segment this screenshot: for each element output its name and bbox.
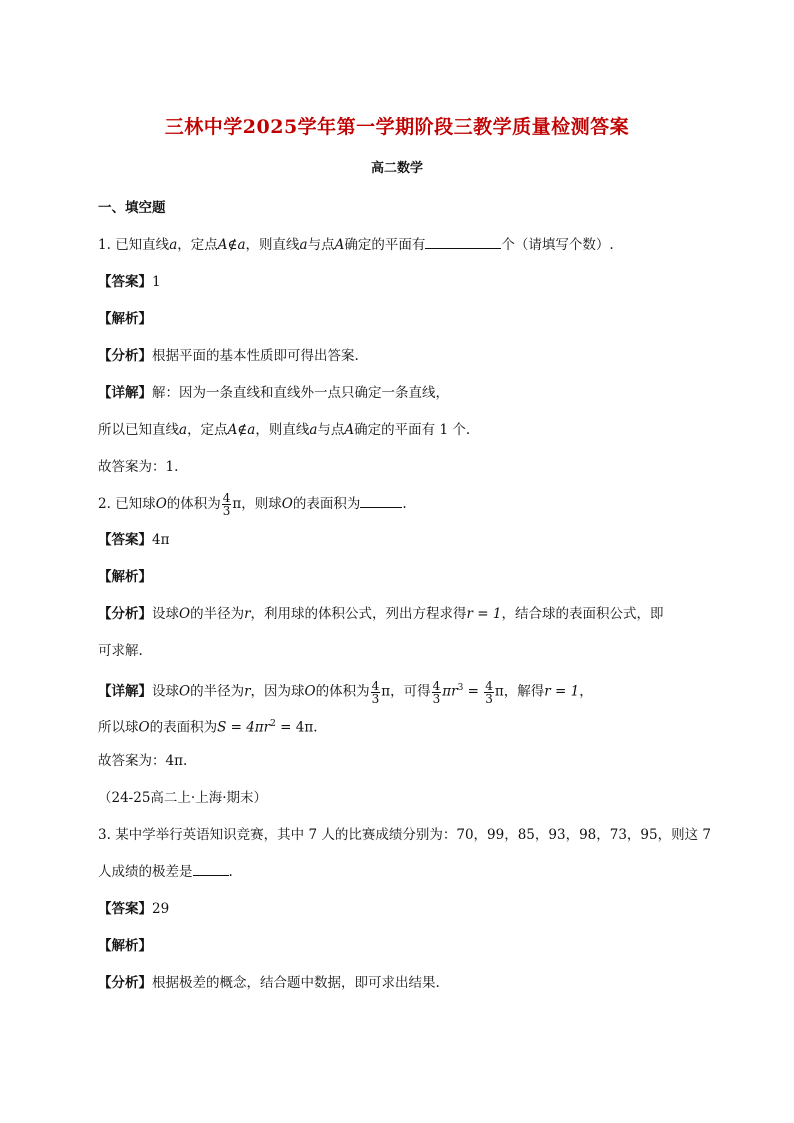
question-number: 3. [98, 827, 111, 843]
xiangjie-line-2: 所以已知直线a，定点A∉a，则直线a与点A确定的平面有 1 个. [98, 422, 471, 438]
fenxi-line: 【分析】根据极差的概念，结合题中数据，即可求出结果. [98, 975, 440, 991]
xiangjie-line-2: 所以球O的表面积为$S = 4\pi r^2 = 4\pi$. [98, 719, 318, 736]
document-title: 三林中学2025学年第一学期阶段三教学质量检测答案 [164, 116, 630, 138]
question-3-line-2: 人成绩的极差是 . [98, 864, 233, 880]
question-number: 1. [98, 237, 111, 253]
final-answer: 故答案为：1. [98, 459, 179, 475]
analysis-heading: 【解析】 [98, 569, 152, 585]
document-content [98, 190, 711, 1002]
xiangjie-line: 【详解】设球O的半径为r，因为球O的体积为 $\frac{4}{3}$ π，可得 $\frac{4}{3}$ $\pi r^3$ = $\frac{4}{3}$ π，解得r = 1， [98, 678, 593, 706]
fenxi-line: 【分析】根据平面的基本性质即可得出答案. [98, 348, 359, 364]
question-3: 3. 某中学举行英语知识竞赛，其中 7 人的比赛成绩分别为：70，99，85，93，98，73，95，则这 7 [98, 827, 711, 843]
fraction: $\frac{4}{3}$ [432, 678, 441, 706]
answer-line: 【答案】1 [98, 274, 161, 290]
question-1: 1. 已知直线a，定点A∉a，则直线a与点A确定的平面有 个（请填写个数）. [98, 237, 614, 253]
answer-blank [425, 247, 501, 249]
fraction: $\frac{4}{3}$ [485, 678, 493, 706]
fraction: $\frac{4}{3}$ [371, 678, 380, 706]
fenxi-line: 【分析】设球O的半径为r，利用球的体积公式，列出方程求得r = 1，结合球的表面积公式，即 [98, 606, 664, 622]
fenxi-line-2: 可求解. [98, 643, 143, 659]
document-subtitle: 高二数学 [370, 161, 423, 176]
answer-blank [360, 506, 402, 508]
source-note: （24-25高二上·上海·期末） [98, 790, 268, 806]
question-number: 2. [98, 496, 111, 512]
fraction: $\frac{4}{3}$ [222, 491, 231, 518]
question-2: 2. 已知球O的体积为 $\frac{4}{3}$ π，则球O的表面积为 . [98, 491, 407, 518]
answer-line: 【答案】29 [98, 901, 170, 917]
answer-blank [193, 874, 229, 876]
xiangjie-line: 【详解】解：因为一条直线和直线外一点只确定一条直线， [98, 385, 449, 401]
analysis-heading: 【解析】 [98, 938, 152, 954]
analysis-heading: 【解析】 [98, 311, 152, 327]
answer-line: 【答案】4π [98, 532, 170, 548]
final-answer: 故答案为：4π. [98, 753, 188, 769]
section-heading: 一、填空题 [98, 200, 166, 216]
